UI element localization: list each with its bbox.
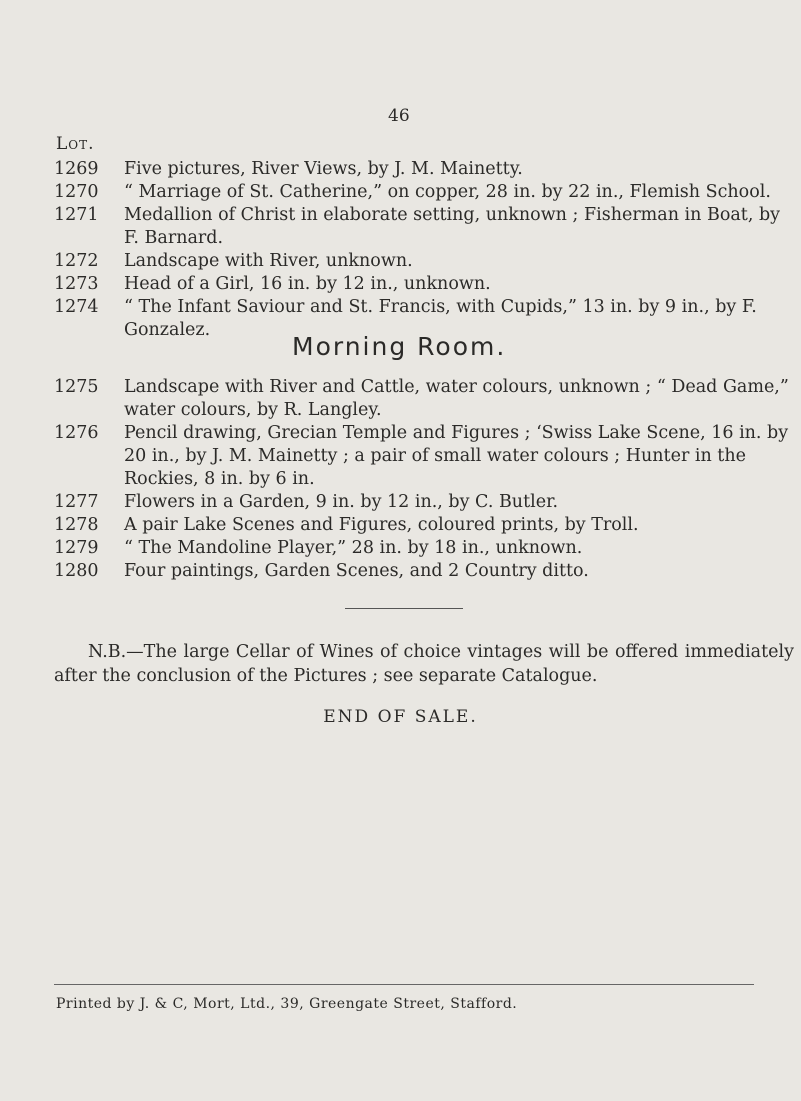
lot-number: 1280 [54, 561, 99, 581]
section-heading: Morning Room. [292, 332, 507, 361]
divider-long [54, 984, 754, 985]
divider-short [345, 608, 463, 609]
printer-imprint: Printed by J. & C, Mort, Ltd., 39, Greengate Street, Stafford. [56, 996, 518, 1012]
lot-number: 1273 [54, 274, 99, 294]
lot-number: 1270 [54, 182, 99, 202]
lot-entry [54, 250, 794, 273]
lot-entry [54, 422, 794, 491]
lot-description: “ The Mandoline Player,” 28 in. by 18 in., unknown. [124, 538, 583, 558]
lot-description: Medallion of Christ in elaborate setting, unknown ; Fisherman in Boat, by F. Barnard. [124, 205, 781, 248]
lot-description: “ The Infant Saviour and St. Francis, with Cupids,” 13 in. by 9 in., by F. Gonzalez. [124, 297, 757, 340]
lot-entry [54, 181, 794, 204]
lot-entry [54, 560, 794, 583]
lot-number: 1276 [54, 423, 99, 443]
lot-entry [54, 491, 794, 514]
lot-column-header: Lot. [56, 134, 95, 154]
lot-entry [54, 514, 794, 537]
lot-description: Landscape with River, unknown. [124, 251, 413, 271]
lot-description: Head of a Girl, 16 in. by 12 in., unknown. [124, 274, 491, 294]
lot-number: 1279 [54, 538, 99, 558]
lot-description: Pencil drawing, Grecian Temple and Figures ; ‘Swiss Lake Scene, 16 in. by 20 in., by J. M. Mainetty ; a pair of small water colours ; Hunter in the Rockies, 8 in. by 6 in. [124, 423, 789, 489]
end-of-sale-text: END OF SALE. [323, 707, 478, 727]
page-number: 46 [388, 106, 410, 126]
lot-list-second [54, 376, 794, 583]
lot-entry [54, 273, 794, 296]
lot-description: Four paintings, Garden Scenes, and 2 Country ditto. [124, 561, 589, 581]
lot-description: “ Marriage of St. Catherine,” on copper, 28 in. by 22 in., Flemish School. [124, 182, 771, 202]
lot-entry [54, 537, 794, 560]
lot-number: 1277 [54, 492, 99, 512]
lot-number: 1271 [54, 205, 99, 225]
wine-cellar-note: N.B.—The large Cellar of Wines of choice vintages will be offered immediately after the conclusion of the Pictures ; see separate Catalogue. [54, 642, 794, 686]
lot-number: 1278 [54, 515, 99, 535]
lot-entry [54, 204, 794, 250]
lot-entry [54, 158, 794, 181]
lot-number: 1269 [54, 159, 99, 179]
lot-number: 1274 [54, 297, 99, 317]
lot-list-first [54, 158, 794, 342]
lot-description: A pair Lake Scenes and Figures, coloured prints, by Troll. [124, 515, 639, 535]
lot-number: 1275 [54, 377, 99, 397]
lot-description: Five pictures, River Views, by J. M. Mainetty. [124, 159, 523, 179]
lot-description: Flowers in a Garden, 9 in. by 12 in., by C. Butler. [124, 492, 559, 512]
lot-description: Landscape with River and Cattle, water colours, unknown ; “ Dead Game,” water colours, by R. Langley. [124, 377, 789, 420]
lot-entry [54, 376, 794, 422]
lot-number: 1272 [54, 251, 99, 271]
